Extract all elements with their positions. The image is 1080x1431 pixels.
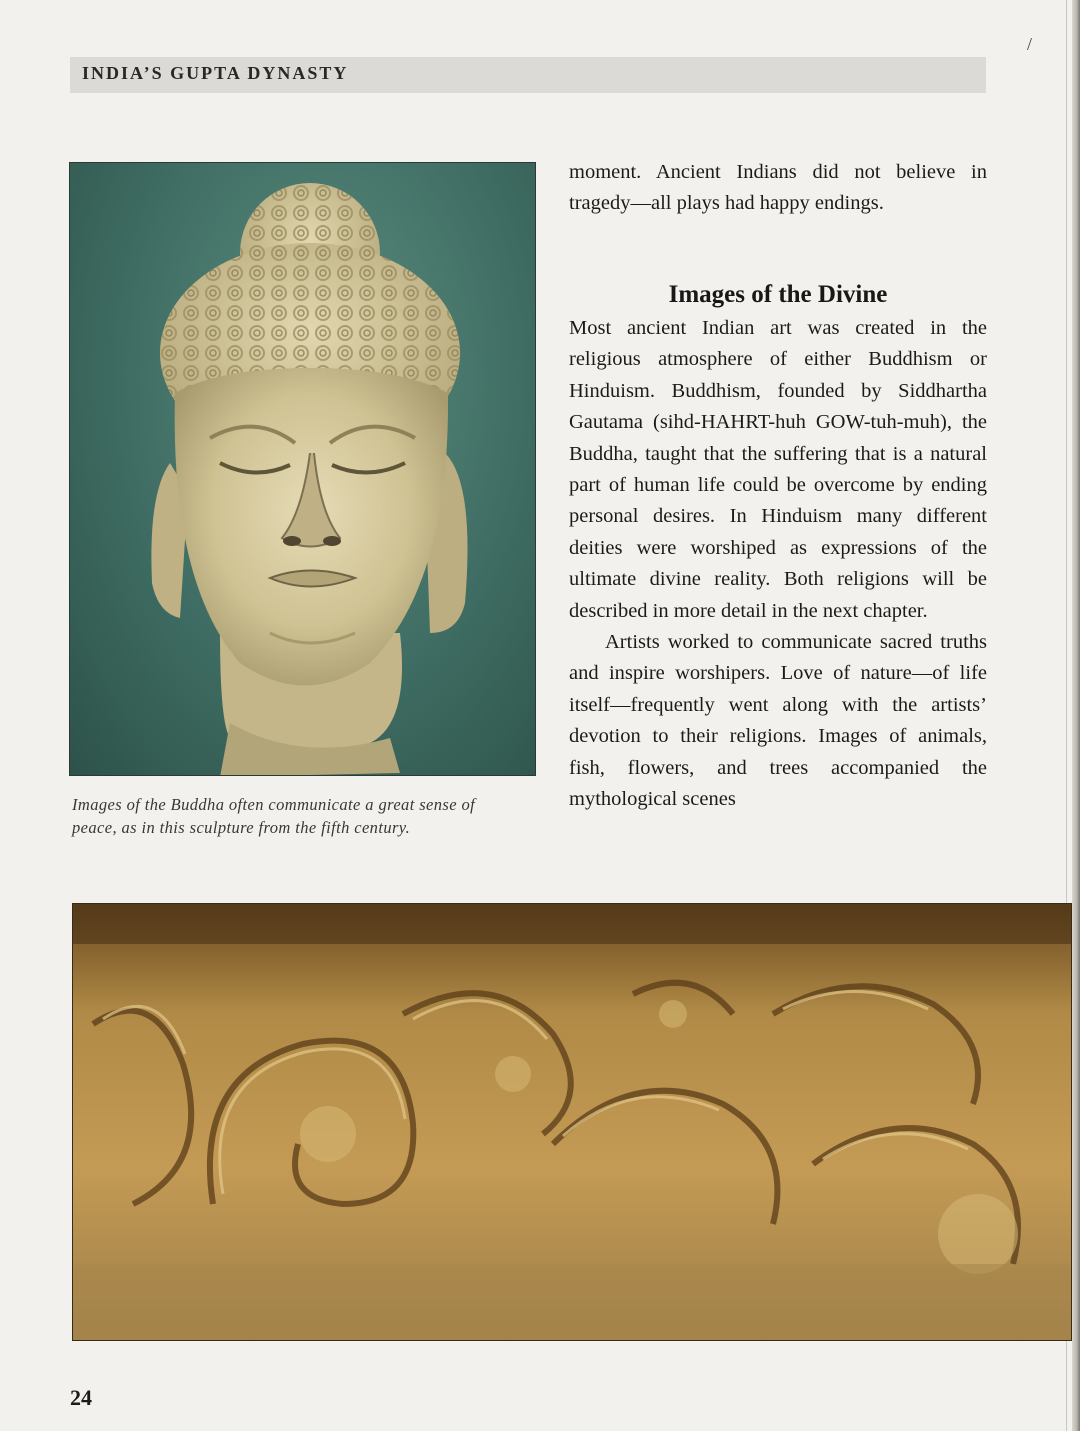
continued-paragraph-block <box>569 157 987 220</box>
section-body <box>569 313 987 816</box>
page-number: 24 <box>70 1385 92 1410</box>
running-header <box>70 57 986 93</box>
section-heading: Images of the Divine <box>668 281 888 308</box>
margin-mark: / <box>1027 34 1033 54</box>
running-title: INDIA’S GUPTA DYNASTY <box>82 63 349 83</box>
paragraph-2: Artists worked to communicate sacred truths and inspire worshipers. Love of nature—of life itself—frequently went along with the artists’ devotion to their religions. Images of animals, fish, flowers, and trees accompanied the mythological scenes <box>569 631 987 811</box>
paragraph-1: Most ancient Indian art was created in the religious atmosphere of either Buddhism or Hinduism. Buddhism, founded by Siddhartha Gautama (sihd-HAHRT-huh GOW-tuh-muh), the Buddha, taught that the suffering that is a natural part of human life could be overcome by ending personal desires. In Hinduism many different deities were worshiped as expressions of the ultimate divine reality. Both religions will be described in more detail in the next chapter. <box>569 317 987 622</box>
page-edge-shadow <box>1072 0 1080 1431</box>
buddha-sculpture-photo <box>69 162 536 776</box>
continued-paragraph: moment. Ancient Indians did not believe in tragedy—all plays had happy endings. <box>569 161 987 215</box>
carved-frieze-photo <box>72 903 1072 1341</box>
figure-caption: Images of the Buddha often communicate a great sense of peace, as in this sculpture from the fifth century. <box>72 795 476 837</box>
